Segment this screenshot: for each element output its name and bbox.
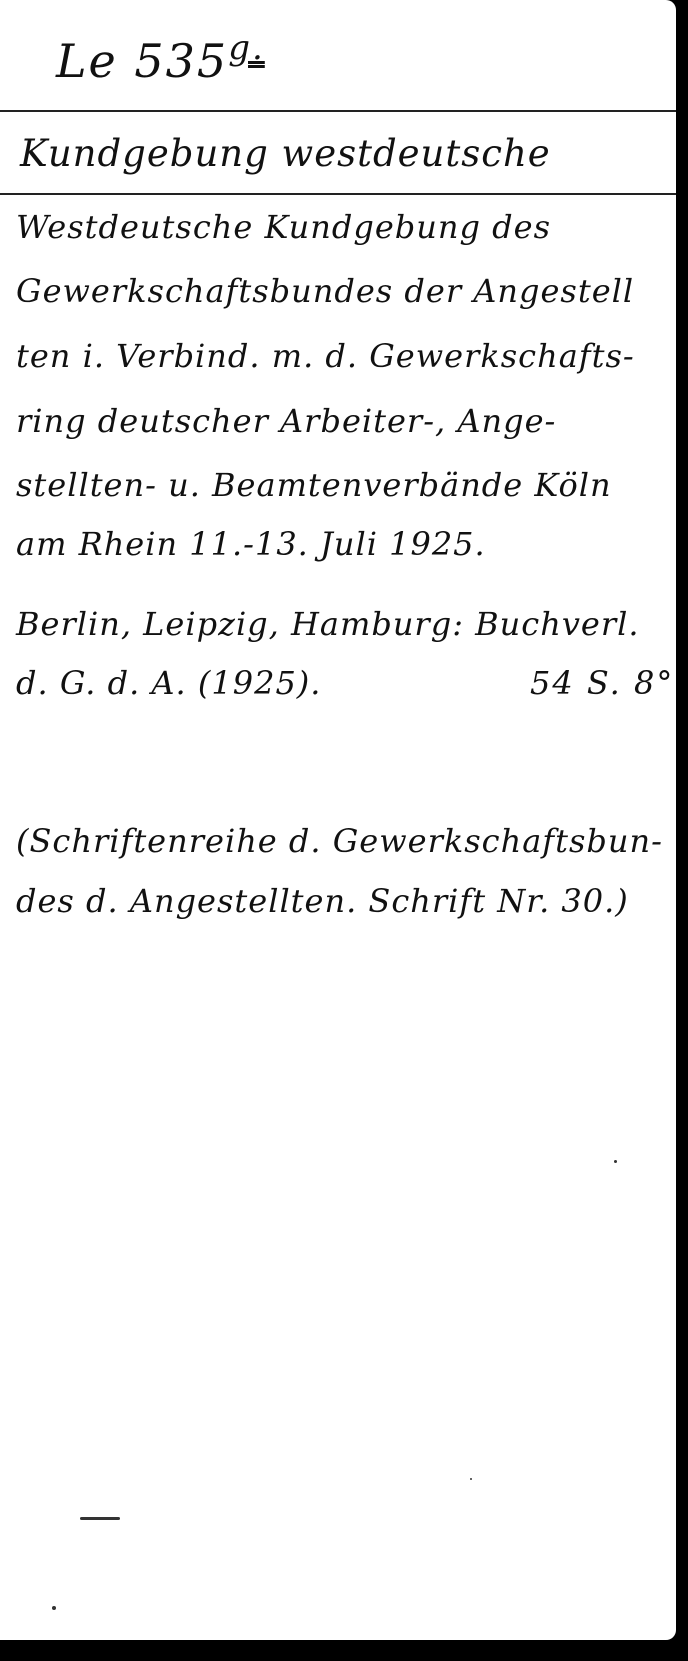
title-line-3: ten i. Verbind. m. d. Gewerkschafts- bbox=[16, 337, 635, 375]
card-edge-shadow bbox=[676, 0, 688, 1661]
imprint-line-1: Berlin, Leipzig, Hamburg: Buchverl. bbox=[16, 605, 640, 643]
title-line-5: stellten- u. Beamtenverbände Köln bbox=[16, 466, 612, 504]
title-line-1: Westdeutsche Kundgebung des bbox=[16, 208, 551, 246]
ink-speck bbox=[52, 1606, 56, 1610]
series-line-1: (Schriftenreihe d. Gewerkschaftsbun- bbox=[16, 822, 663, 860]
shelfmark-suffix: g. bbox=[228, 28, 265, 68]
title-line-4: ring deutscher Arbeiter-, Ange- bbox=[16, 402, 557, 440]
ink-speck bbox=[80, 1517, 120, 1520]
subject-heading: Kundgebung westdeutsche bbox=[20, 132, 551, 175]
ink-speck bbox=[614, 1160, 617, 1163]
imprint-line-2: d. G. d. A. (1925). bbox=[16, 664, 322, 702]
shelfmark-number: Le 535 bbox=[56, 34, 229, 88]
title-line-6: am Rhein 11.-13. Juli 1925. bbox=[16, 525, 486, 563]
top-rule bbox=[0, 110, 676, 112]
title-line-2: Gewerkschaftsbundes der Angestell bbox=[16, 272, 635, 310]
ink-speck bbox=[470, 1478, 472, 1480]
card-bottom-shadow bbox=[0, 1640, 688, 1661]
extent: 54 S. 8° bbox=[530, 664, 675, 702]
heading-rule bbox=[0, 193, 676, 195]
series-line-2: des d. Angestellten. Schrift Nr. 30.) bbox=[16, 882, 629, 920]
shelfmark bbox=[56, 28, 265, 88]
